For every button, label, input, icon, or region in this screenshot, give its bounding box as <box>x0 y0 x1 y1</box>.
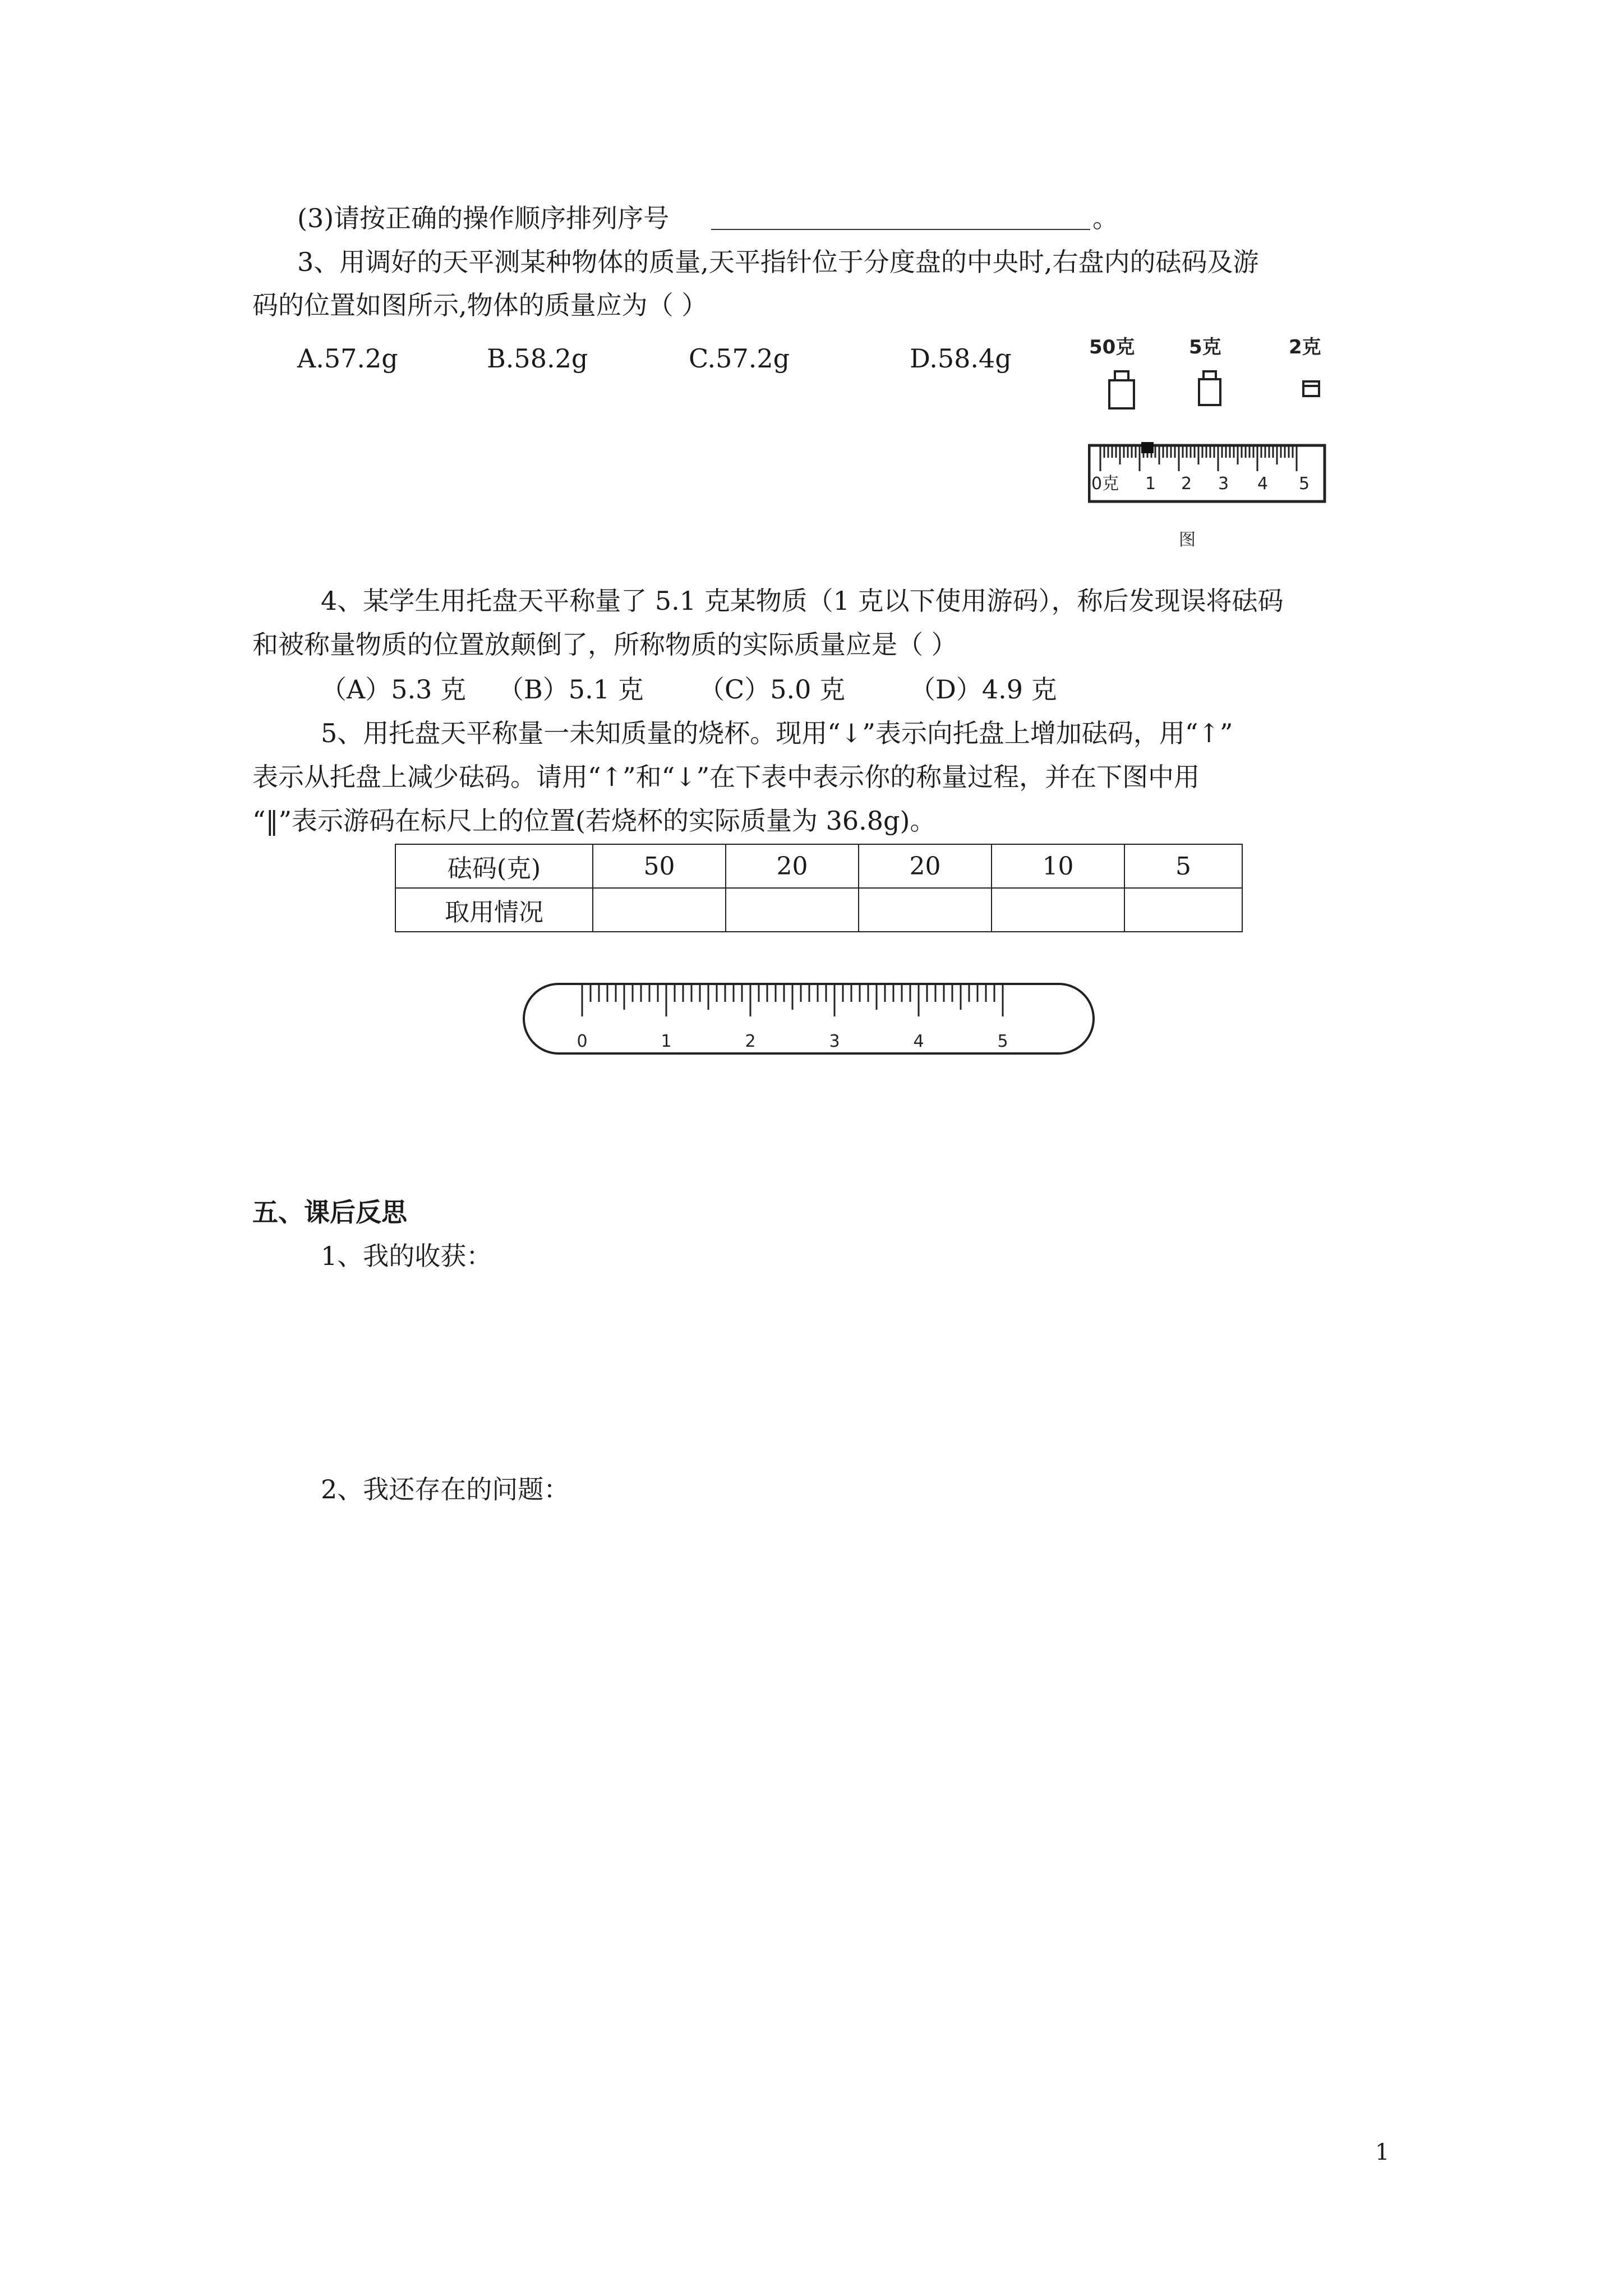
q5-weight-table <box>395 844 1243 932</box>
answer-cell[interactable] <box>593 888 726 932</box>
q3-option-d: D.58.4g <box>910 343 1012 374</box>
table-row <box>395 888 1242 932</box>
section5-title: 五、课后反思 <box>252 1197 407 1227</box>
q5-line2: 表示从托盘上减少砝码。请用“↑”和“↓”在下表中表示你的称量过程，并在下图中用 <box>252 762 1200 792</box>
weight-value-cell: 10 <box>992 844 1124 888</box>
weight-label-2g: 2克 <box>1289 336 1321 358</box>
q3-ruler-label-4: 4 <box>1257 474 1269 494</box>
q4-option-d: （D）4.9 克 <box>910 674 1057 705</box>
q4-line1: 4、某学生用托盘天平称量了 5.1 克某物质（1 克以下使用游码），称后发现误将砝码 <box>321 586 1284 616</box>
weight-label-5g: 5克 <box>1189 336 1221 358</box>
q3-line2: 码的位置如图所示,物体的质量应为（ ） <box>252 290 708 320</box>
weight-5g-icon <box>1199 371 1220 405</box>
q5-ruler-ticks <box>582 985 1003 1016</box>
q4-option-c: （C）5.0 克 <box>699 674 845 705</box>
reflection-item-1: 1、我的收获： <box>321 1241 492 1271</box>
q3-line1: 3、用调好的天平测某种物体的质量,天平指针位于分度盘的中央时,右盘内的砝码及游 <box>297 247 1259 277</box>
weight-value-cell: 50 <box>593 844 726 888</box>
weight-value-cell: 20 <box>859 844 992 888</box>
answer-cell[interactable] <box>992 888 1124 932</box>
q3-option-a: A.57.2g <box>297 343 398 374</box>
q3-ruler-label-3: 3 <box>1218 474 1229 494</box>
q4-option-b: （B）5.1 克 <box>498 674 644 705</box>
q2-part3-text: (3)请按正确的操作顺序排列序号 <box>297 203 670 233</box>
q3-ruler-ticks <box>1100 447 1297 471</box>
table-row <box>395 844 1242 888</box>
answer-blank-line[interactable] <box>711 229 1090 230</box>
q4-line2: 和被称量物质的位置放颠倒了，所称物质的实际质量应是（ ） <box>252 629 957 660</box>
q5-ruler-label-5: 5 <box>997 1032 1008 1051</box>
q3-option-c: C.57.2g <box>689 343 790 374</box>
q5-line1: 5、用托盘天平称量一未知质量的烧杯。现用“↓”表示向托盘上增加砝码，用“↑” <box>321 718 1233 748</box>
q5-ruler-label-0: 0 <box>577 1032 588 1051</box>
q3-ruler-label-2: 2 <box>1181 474 1192 494</box>
q5-ruler-label-2: 2 <box>745 1032 756 1051</box>
q3-ruler-label-1: 1 <box>1145 474 1156 494</box>
q5-line3: “‖”表示游码在标尺上的位置(若烧杯的实际质量为 36.8g)。 <box>252 806 936 836</box>
q5-ruler-label-4: 4 <box>913 1032 924 1051</box>
q3-rider-marker <box>1141 442 1154 453</box>
q3-balance-figure <box>1088 331 1335 555</box>
q2-part3-end: 。 <box>1092 203 1118 233</box>
q5-ruler-figure[interactable] <box>522 976 1099 1066</box>
answer-cell[interactable] <box>859 888 992 932</box>
answer-cell[interactable] <box>1124 888 1242 932</box>
q5-ruler-label-1: 1 <box>661 1032 672 1051</box>
q3-ruler-label-0: 0克 <box>1091 474 1119 494</box>
q5-ruler-label-3: 3 <box>829 1032 840 1051</box>
q4-option-a: （A）5.3 克 <box>321 674 466 705</box>
answer-cell[interactable] <box>726 888 859 932</box>
table-row-label: 取用情况 <box>395 888 593 932</box>
weight-value-cell: 20 <box>726 844 859 888</box>
q3-figure-caption: 图 <box>1179 530 1196 550</box>
table-header-cell: 砝码(克) <box>395 844 593 888</box>
weight-50g-icon <box>1109 371 1134 408</box>
q3-ruler-label-5: 5 <box>1299 474 1310 494</box>
reflection-item-2: 2、我还存在的问题： <box>321 1474 570 1504</box>
q3-option-b: B.58.2g <box>487 343 588 374</box>
weight-2g-icon <box>1303 381 1319 396</box>
page-number: 1 <box>1375 2139 1390 2165</box>
weight-value-cell: 5 <box>1124 844 1242 888</box>
weight-label-50g: 50克 <box>1089 336 1135 358</box>
